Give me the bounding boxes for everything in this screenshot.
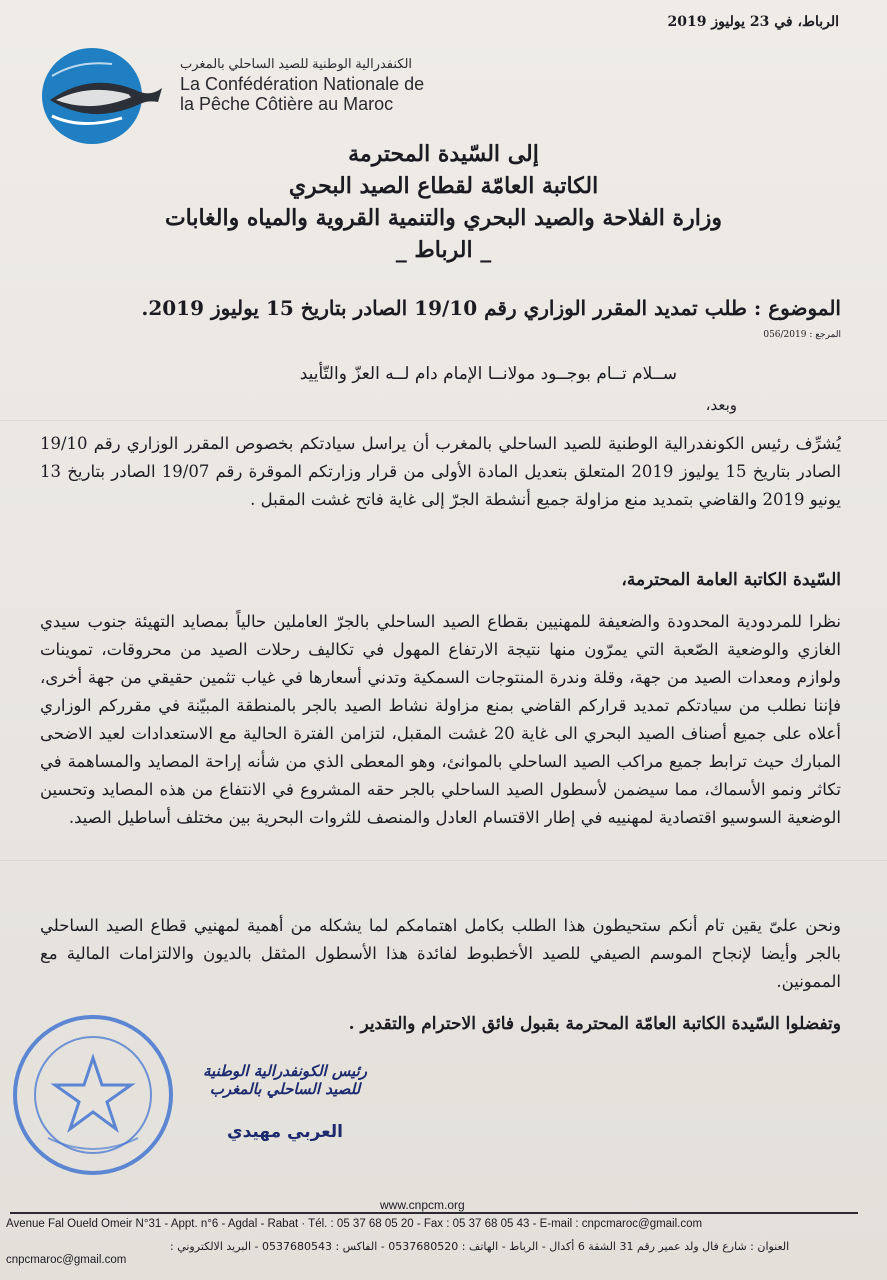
official-stamp-icon	[8, 1010, 178, 1180]
signature-block	[185, 1062, 385, 1142]
addressee-line3: وزارة الفلاحة والصيد البحري والتنمية القروية والمياه والغابات	[164, 205, 723, 231]
madam-address: السّيدة الكاتبة العامة المحترمة،	[621, 570, 841, 590]
org-name-fr-line2: la Pêche Côtière au Maroc	[180, 94, 394, 114]
footer-address-fr: Avenue Fal Oueld Omeir N°31 - Appt. n°6 - Agdal - Rabat · Tél. : 05 37 68 05 20 - Fax : 05 37 68 05 43 - E-mail : cnpcmaroc@gmail.com	[6, 1218, 703, 1230]
closing-line: وتفضلوا السّيدة الكاتبة العامّة المحترمة بقبول فائق الاحترام والتقدير .	[348, 1014, 841, 1034]
addressee-line2: الكاتبة العامّة لقطاع الصيد البحري	[288, 173, 599, 199]
body-paragraph-3: ونحن علىّ يقين تام أنكم ستحيطون هذا الطلب بكامل اهتمامكم لما يشكله من أهمية لمهنيي قطاع الصيد الساحلي بالجر وأيضا لإنجاح الموسم الصيفي للصيد الأخطبوط لفائدة هذا الأسطول المثقل بالديون والالتزامات المالية مع الممونين.	[40, 916, 841, 991]
footer-address-ar: العنوان : شارع فال ولد عمير رقم 31 الشقة 6 أكدال - الرباط - الهاتف : 0537680520 - الفاكس : 0537680543 - البريد الالكتروني :	[170, 1240, 790, 1253]
organization-block	[180, 56, 440, 114]
subject-line: الموضوع : طلب تمديد المقرر الوزاري رقم 19/10 الصادر بتاريخ 15 يوليوز 2019.	[141, 296, 841, 320]
signatory-name: العربي مهيدي	[227, 1122, 343, 1142]
signatory-title-line2: للصيد الساحلي بالمغرب	[209, 1080, 361, 1098]
addressee-block	[60, 138, 827, 266]
reference-number: المرجع : 056/2019	[763, 330, 841, 340]
org-name-ar: الكنفدرالية الوطنية للصيد الساحلي بالمغرب	[180, 56, 413, 71]
greeting-after: وبعد،	[705, 396, 737, 414]
letter-date: الرباط، في 23 يوليوز 2019	[667, 14, 839, 30]
footer-divider	[10, 1212, 858, 1214]
signatory-title-line1: رئيس الكونفدرالية الوطنية	[203, 1062, 367, 1080]
org-name-fr-line1: La Confédération Nationale de	[180, 74, 425, 94]
addressee-line4: _ الرباط _	[395, 237, 492, 263]
addressee-line1: إلى السّيدة المحترمة	[348, 141, 539, 167]
body-paragraph-1: يُشرِّف رئيس الكونفدرالية الوطنية للصيد الساحلي بالمغرب أن يراسل سيادتكم بخصوص المقرر الوزاري رقم 19/10 الصادر بتاريخ 15 يوليوز 2019 المتعلق بتعديل المادة الأولى من قرار وزارتكم الموقرة رقم 19/07 الصادر بتاريخ 13 يونيو 2019 والقاضي بتمديد منع مزاولة جميع أنشطة الجرّ إلى غاية فاتح غشت المقبل .	[40, 434, 841, 509]
paper-fold	[0, 420, 887, 421]
salutation: ســلام تــام بوجــود مولانــا الإمام دام لــه العزّ والتّأييد	[299, 364, 677, 384]
paper-fold	[0, 860, 887, 861]
fish-logo-icon	[22, 30, 172, 150]
footer-email: cnpcmaroc@gmail.com	[6, 1254, 127, 1266]
body-paragraph-2: نظرا للمردودية المحدودة والضعيفة للمهنيين بقطاع الصيد الساحلي بالجرّ العاملين حالياً بمصايد التهيئة جنوب سيدي الغازي والوضعية الصّعبة التي يمرّون منها نتيجة الارتفاع المهول في تكاليف رحلات الصيد من محروقات، تموينات ولوازم ومعدات الصيد من جهة، وقلة وندرة المنتوجات السمكية وتدني أسعارها في غياب تثمين حقيقي من جهة أخرى، فإننا نطلب من سيادتكم تمديد قراركم القاضي بمنع مزاولة نشاط الصيد بالجر بالمنطقة المبيّنة في مقرركم الوزاري أعلاه على جميع أصناف الصيد البحري الى غاية 20 غشت المقبل، لتزامن الفترة الحالية مع الاستعدادات لعيد الاضحى المبارك حيث ترابط جميع مراكب الصيد الساحلي بالموانئ، وهو المعطى الذي من شأنه إراحة المصايد والمساهمة في تكاثر ونمو الأسماك، مما سيضمن لأسطول الصيد الساحلي بالجر حقه المشروع في الانتفاع من هذه المصايد وتحسين الوضعية السوسيو اقتصادية لمهنييه في إطار الاقتسام العادل والمنصف للثروات البحرية بين مختلف أساطيل الصيد.	[40, 612, 841, 827]
footer-website: www.cnpcm.org	[380, 1198, 465, 1212]
org-name-fr	[180, 74, 440, 114]
